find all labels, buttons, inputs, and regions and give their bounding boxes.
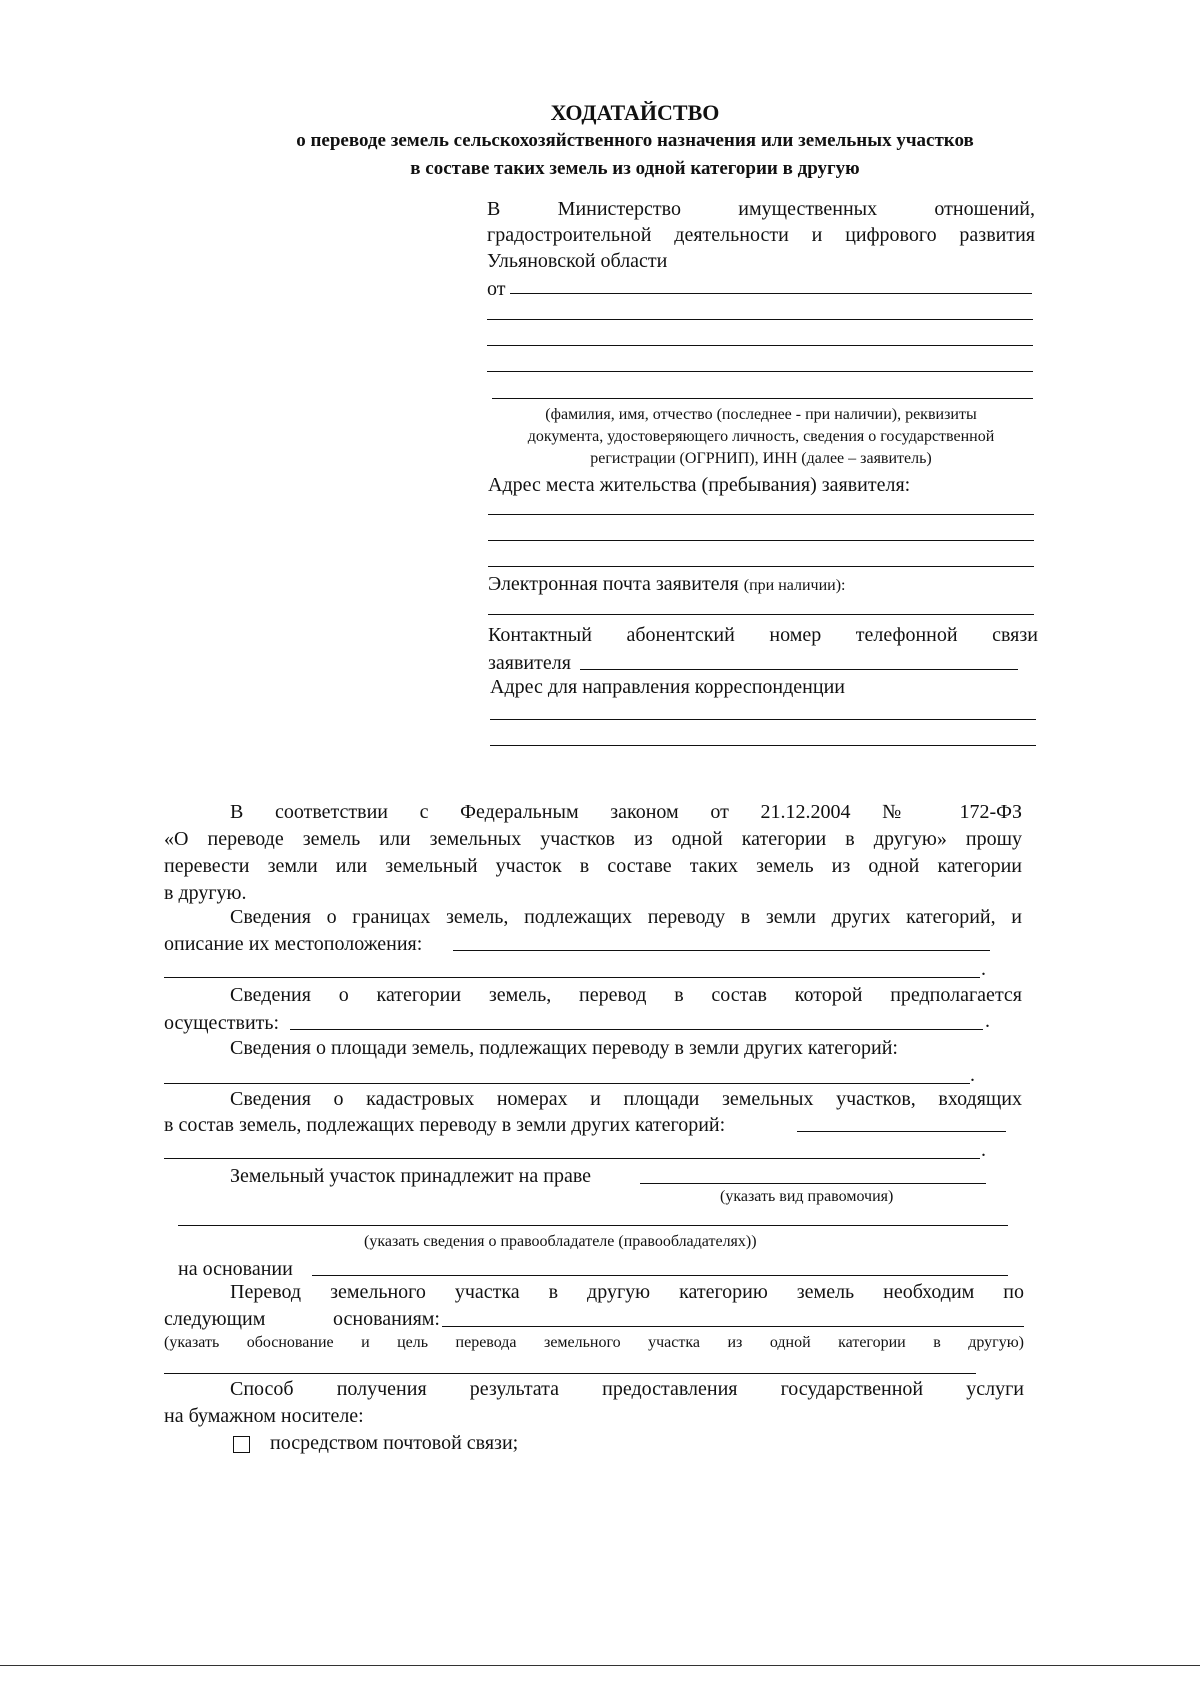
- email-field-line[interactable]: [488, 614, 1034, 615]
- reason-line1: Перевод земельного участка в другую категорию земель необходим по: [230, 1281, 1024, 1303]
- post-delivery-label: посредством почтовой связи;: [270, 1432, 519, 1454]
- area-field-line[interactable]: [164, 1083, 970, 1084]
- borders-line1: Сведения о границах земель, подлежащих переводу в земли других категорий, и: [230, 906, 1022, 928]
- applicant-hint-line1: (фамилия, имя, отчество (последнее - при наличии), реквизиты: [545, 406, 977, 423]
- holder-hint: (указать сведения о правообладателе (правообладателях)): [364, 1233, 757, 1250]
- category-line2: осуществить:: [164, 1012, 280, 1034]
- cadastral-line2: в состав земель, подлежащих переводу в земли других категорий:: [164, 1114, 726, 1136]
- post-delivery-checkbox[interactable]: [233, 1436, 250, 1453]
- reason-field-line-1[interactable]: [442, 1326, 1024, 1327]
- document-title: ХОДАТАЙСТВО: [550, 100, 720, 125]
- cadastral-field-line-2[interactable]: [164, 1158, 980, 1159]
- category-line1: Сведения о категории земель, перевод в состав которой предполагается: [230, 984, 1022, 1006]
- reason-line2: следующим основаниям:: [164, 1308, 440, 1330]
- area-end-dot: .: [970, 1064, 975, 1086]
- borders-end-dot: .: [981, 958, 986, 980]
- applicant-field-line-5[interactable]: [492, 398, 1033, 399]
- cadastral-line1: Сведения о кадастровых номерах и площади земельных участков, входящих: [230, 1088, 1022, 1110]
- holder-field-line[interactable]: [178, 1225, 1008, 1226]
- right-hint: (указать вид правомочия): [720, 1188, 894, 1205]
- residence-field-line-1[interactable]: [488, 514, 1034, 515]
- residence-field-line-3[interactable]: [488, 566, 1034, 567]
- basis-field-line[interactable]: [312, 1275, 1008, 1276]
- reason-hint: (указать обоснование и цель перевода земельного участка из одной категории в другую): [164, 1334, 1024, 1351]
- applicant-field-line-4[interactable]: [487, 371, 1033, 372]
- applicant-hint-line3: регистрации (ОГРНИП), ИНН (далее – заявитель): [590, 450, 932, 467]
- right-line: Земельный участок принадлежит на праве: [230, 1165, 592, 1187]
- area-line: Сведения о площади земель, подлежащих переводу в земли других категорий:: [230, 1037, 898, 1059]
- reason-field-line-2[interactable]: [164, 1373, 976, 1374]
- email-label: [488, 573, 846, 596]
- correspondence-field-line-1[interactable]: [490, 719, 1036, 720]
- intro-line1: В соответствии с Федеральным законом от 21.12.2004 № 172-ФЗ: [230, 801, 1022, 823]
- document-subtitle-line2: в составе таких земель из одной категории в другую: [410, 158, 860, 179]
- correspondence-label: Адрес для направления корреспонденции: [490, 676, 845, 698]
- cadastral-end-dot: .: [981, 1139, 986, 1161]
- applicant-field-line-3[interactable]: [487, 345, 1033, 346]
- borders-field-line-2[interactable]: [164, 977, 980, 978]
- from-field-line[interactable]: [510, 293, 1032, 294]
- category-field-line[interactable]: [290, 1029, 983, 1030]
- method-line1: Способ получения результата предоставления государственной услуги: [230, 1378, 1024, 1400]
- intro-line3: перевести земли или земельный участок в составе таких земель из одной категории: [164, 855, 1022, 877]
- category-end-dot: .: [985, 1010, 990, 1032]
- intro-line4: в другую.: [164, 882, 247, 904]
- residence-field-line-2[interactable]: [488, 540, 1034, 541]
- addressee-line1: В Министерство имущественных отношений,: [487, 198, 1035, 220]
- page-bottom-edge: [0, 1665, 1200, 1666]
- from-label: от: [487, 278, 506, 300]
- addressee-line2: градостроительной деятельности и цифрового развития: [487, 224, 1035, 246]
- intro-line2: «О переводе земель или земельных участков из одной категории в другую» прошу: [164, 828, 1022, 850]
- applicant-field-line-2[interactable]: [487, 319, 1033, 320]
- right-field-line[interactable]: [640, 1183, 986, 1184]
- method-line2: на бумажном носителе:: [164, 1405, 364, 1427]
- phone-label-line2: заявителя: [488, 652, 571, 674]
- borders-line2: описание их местоположения:: [164, 933, 423, 955]
- addressee-line3: Ульяновской области: [487, 250, 668, 272]
- cadastral-field-line-1[interactable]: [797, 1131, 1006, 1132]
- email-label-text: Электронная почта заявителя: [488, 573, 739, 595]
- phone-label-line1: Контактный абонентский номер телефонной связи: [488, 624, 1038, 646]
- email-hint: (при наличии):: [743, 577, 846, 594]
- borders-field-line-1[interactable]: [453, 950, 990, 951]
- basis-label: на основании: [178, 1258, 293, 1280]
- correspondence-field-line-2[interactable]: [490, 745, 1036, 746]
- phone-field-line[interactable]: [580, 669, 1018, 670]
- applicant-hint-line2: документа, удостоверяющего личность, сведения о государственной: [527, 428, 995, 445]
- document-subtitle-line1: о переводе земель сельскохозяйственного назначения или земельных участков: [296, 130, 974, 151]
- residence-label: Адрес места жительства (пребывания) заявителя:: [488, 474, 911, 496]
